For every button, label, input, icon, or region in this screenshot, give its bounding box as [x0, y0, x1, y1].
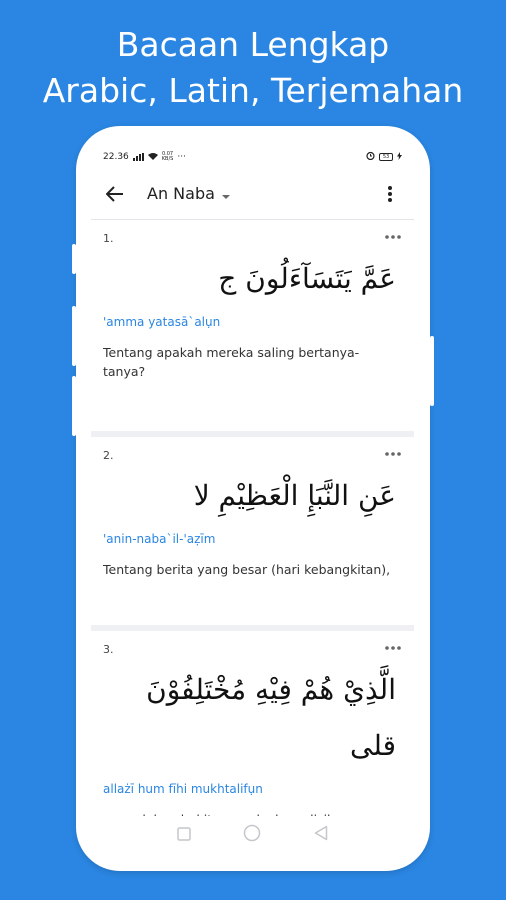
battery-level: 53: [382, 154, 390, 160]
surah-title[interactable]: An Naba: [147, 184, 215, 203]
ayah-translation: Tentang apakah mereka saling bertanya-tanya?: [103, 345, 360, 379]
network-speed: [162, 152, 174, 162]
wifi-icon: [148, 152, 158, 163]
home-button[interactable]: [243, 824, 261, 846]
surah-dropdown[interactable]: [221, 185, 231, 204]
phone-volume-button: [72, 376, 76, 436]
square-icon: [177, 827, 191, 841]
ayah-card[interactable]: [91, 220, 414, 431]
network-speed-value: 0.07: [161, 151, 174, 157]
ayah-number: 1.: [103, 232, 114, 245]
phone-screen: [91, 146, 414, 854]
ayah-arabic: عَمَّ يَتَسَآءَلُونَ ج: [218, 262, 396, 295]
ayah-number: 3.: [103, 643, 114, 656]
triangle-back-icon: [314, 825, 328, 841]
promo-line-1: Bacaan Lengkap: [116, 25, 390, 64]
arrow-left-icon: [106, 186, 124, 202]
more-vertical-icon: [388, 186, 392, 202]
back-button[interactable]: [99, 178, 131, 210]
phone-power-button: [430, 336, 434, 406]
ayah-translation: Tentang berita yang besar (hari kebangkitan),: [103, 562, 391, 577]
ayah-number: 2.: [103, 449, 114, 462]
battery-icon: [379, 153, 393, 161]
system-nav-bar: [91, 816, 414, 854]
ayah-arabic: عَنِ النَّبَإِ الْعَظِيْمِ لا: [193, 479, 396, 512]
ayah-card[interactable]: [91, 437, 414, 625]
caret-down-icon: [221, 194, 231, 200]
more-notifications-icon: ···: [177, 152, 186, 162]
status-bar: [91, 146, 414, 168]
overflow-menu-button[interactable]: [374, 178, 406, 210]
phone-volume-button: [72, 244, 76, 274]
ayah-latin: allażī hum fīhi mukhtalifụn: [103, 782, 263, 796]
signal-icon: [133, 153, 144, 161]
phone-volume-button: [72, 306, 76, 366]
ayah-card[interactable]: [91, 631, 414, 831]
phone-frame: [76, 126, 430, 871]
charging-icon: [397, 152, 402, 163]
promo-headline: [0, 22, 506, 114]
status-time: 22.36: [103, 152, 129, 162]
ayah-latin: 'anin-naba`il-'aẓīm: [103, 532, 216, 546]
ayah-arabic: الَّذِيْ هُمْ فِيْهِ مُخْتَلِفُوْنَ قلى: [146, 673, 396, 762]
app-bar: [91, 168, 414, 220]
promo-line-2: Arabic, Latin, Terjemahan: [42, 71, 464, 110]
alarm-icon: [366, 151, 375, 163]
more-horizontal-icon[interactable]: [384, 643, 402, 653]
network-speed-unit: KB/S: [161, 156, 174, 162]
recents-button[interactable]: [177, 826, 191, 845]
back-nav-button[interactable]: [314, 825, 328, 845]
more-horizontal-icon[interactable]: [384, 449, 402, 459]
more-horizontal-icon[interactable]: [384, 232, 402, 242]
circle-icon: [243, 824, 261, 842]
ayah-latin: 'amma yatasā`alụn: [103, 315, 221, 329]
